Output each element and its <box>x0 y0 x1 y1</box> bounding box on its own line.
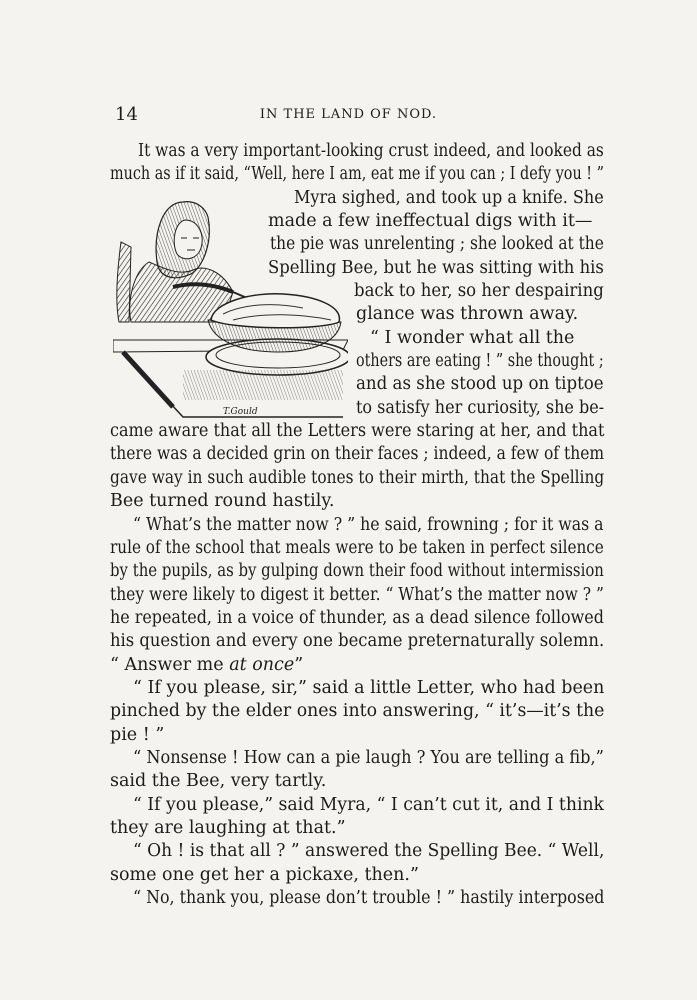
text-line: gave way in such audible tones to their mirth, that the Spelling <box>110 468 605 488</box>
text-line: he repeated, in a voice of thunder, as a dead silence followed <box>110 608 604 628</box>
text-line: much as if it said, “Well, here I am, eat me if you can ; I defy you ! ” <box>110 164 604 184</box>
text-line: made a few ineffectual digs with it— <box>268 211 593 231</box>
text-line: pinched by the elder ones into answering, “ it’s—it’s the <box>110 701 605 721</box>
illustrator-signature: T.Gould <box>223 407 258 417</box>
text-fragment: ” <box>294 655 304 675</box>
text-line: said the Bee, very tartly. <box>110 771 327 791</box>
text-fragment: “ Answer me <box>110 655 230 675</box>
text-line: to satisfy her curiosity, she be- <box>356 398 605 418</box>
text-line: they were likely to digest it better. “ What’s the matter now ? ” <box>110 585 604 605</box>
text-line: came aware that all the Letters were staring at her, and that <box>110 421 605 441</box>
text-line: rule of the school that meals were to be taken in perfect silence <box>110 538 604 558</box>
text-line: by the pupils, as by gulping down their food without intermission <box>110 561 604 581</box>
text-line: they are laughing at that.” <box>110 818 346 838</box>
text-line: pie ! ” <box>110 725 165 745</box>
text-line <box>110 654 303 677</box>
text-line: the pie was unrelenting ; she looked at the <box>270 234 604 254</box>
text-line: glance was thrown away. <box>356 304 579 324</box>
text-line: and as she stood up on tiptoe <box>356 374 604 394</box>
text-line: some one get her a pickaxe, then.” <box>110 865 419 885</box>
text-line: there was a decided grin on their faces ; indeed, a few of them <box>110 444 605 464</box>
page-number: 14 <box>115 104 138 125</box>
text-line: “ Nonsense ! How can a pie laugh ? You are telling a fib,” <box>133 748 604 768</box>
text-line: Myra sighed, and took up a knife. She <box>294 188 604 208</box>
text-line: “ What’s the matter now ? ” he said, frowning ; for it was a <box>133 515 604 535</box>
text-line: “ No, thank you, please don’t trouble ! ” hastily interposed <box>133 888 605 908</box>
text-line: “ If you please,” said Myra, “ I can’t cut it, and I think <box>133 795 605 815</box>
text-line: “ Oh ! is that all ? ” answered the Spelling Bee. “ Well, <box>133 841 605 861</box>
emphasis-at-once: at once <box>229 655 295 675</box>
text-line: Bee turned round hastily. <box>110 491 335 511</box>
text-line: It was a very important-looking crust indeed, and looked as <box>138 141 604 161</box>
running-head: IN THE LAND OF NOD. <box>259 107 438 122</box>
text-line: “ If you please, sir,” said a little Letter, who had been <box>133 678 605 698</box>
text-line: “ I wonder what all the <box>370 328 575 348</box>
text-line: back to her, so her despairing <box>354 281 604 301</box>
text-line: Spelling Bee, but he was sitting with his <box>268 258 604 278</box>
text-line: his question and every one became preternaturally solemn. <box>110 631 605 651</box>
text-line: others are eating ! ” she thought ; <box>356 351 604 371</box>
